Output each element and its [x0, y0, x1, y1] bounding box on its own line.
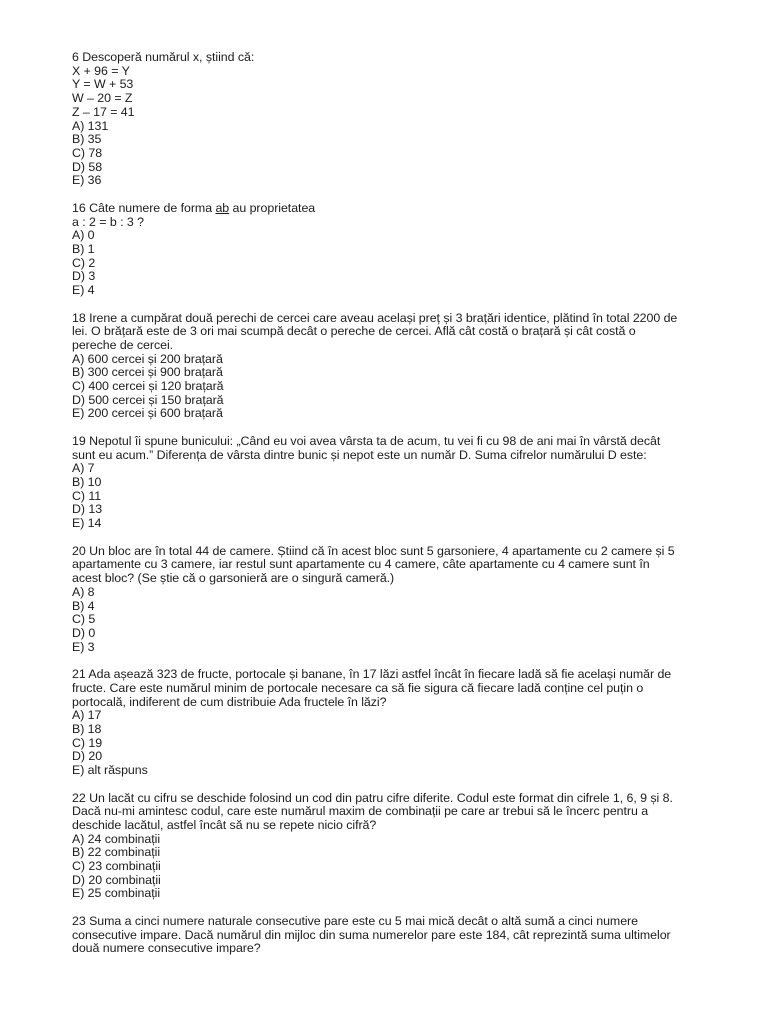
problem-statement-line: lei. O brățară este de 3 ori mai scumpă decât o pereche de cercei. Află cât costă o brațară și cât costă o — [72, 324, 636, 339]
equation-line: Y = W + 53 — [72, 77, 134, 92]
equation-line: W – 20 = Z — [72, 91, 133, 106]
answer-option: D) 500 cercei și 150 brațară — [72, 392, 224, 407]
answer-option: E) 200 cercei și 600 brațară — [72, 406, 223, 421]
equation-line: X + 96 = Y — [72, 63, 130, 78]
answer-option: C) 19 — [72, 735, 103, 750]
answer-option: C) 400 cercei și 120 brațară — [72, 379, 224, 394]
problem-statement-line: deschide lacătul, astfel încât să nu se repete nicio cifră? — [72, 817, 377, 832]
problem-22 — [72, 792, 728, 902]
problem-statement-line: acest bloc? (Se știe că o garsonieră are o singură cameră.) — [72, 571, 395, 586]
equation-line: a : 2 = b : 3 ? — [72, 214, 144, 229]
problem-20 — [72, 545, 728, 655]
problem-statement-line: 19 Nepotul îi spune bunicului: „Când eu voi avea vârsta ta de acum, tu vei fi cu 98 de ani mai în vârstă decât — [72, 433, 661, 448]
problem-statement-line: 23 Suma a cinci numere naturale consecutive pare este cu 5 mai mică decât o altă sumă a cinci numere — [72, 913, 638, 928]
answer-option: A) 7 — [72, 461, 95, 476]
problem-statement-line: 18 Irene a cumpărat două perechi de cercei care aveau același preț și 3 brațări identice, plătind în total 2200 de — [72, 310, 678, 325]
answer-option: E) 3 — [72, 639, 95, 654]
problem-statement-line: pereche de cercei. — [72, 337, 174, 352]
problem-6 — [72, 51, 728, 188]
problem-16 — [72, 202, 728, 298]
answer-option: B) 300 cercei și 900 brațară — [72, 365, 223, 380]
answer-option: A) 131 — [72, 118, 109, 133]
answer-option: B) 18 — [72, 721, 102, 736]
problem-statement-line: Dacă nu-mi amintesc codul, care este numărul maxim de combinații pe care ar trebui să le încerc pentru a — [72, 804, 649, 819]
answer-option: E) alt răspuns — [72, 763, 148, 778]
answer-option: A) 600 cercei și 200 brațară — [72, 351, 223, 366]
answer-option: D) 3 — [72, 269, 96, 284]
answer-option: B) 10 — [72, 475, 102, 490]
problem-statement-line: sunt eu acum.” Diferența de vârsta dintre bunic și nepot este un număr D. Suma cifrelor numărului D este: — [72, 447, 647, 462]
problem-statement-line: 21 Ada așează 323 de fructe, portocale și banane, în 17 lăzi astfel încât în fiecare ladă să fie același număr de — [72, 667, 672, 682]
answer-option: E) 36 — [72, 173, 102, 188]
answer-option: A) 8 — [72, 584, 95, 599]
answer-option: E) 14 — [72, 516, 102, 531]
answer-option: A) 17 — [72, 708, 102, 723]
answer-option: C) 2 — [72, 255, 96, 270]
statement-text: au proprietatea — [229, 200, 316, 215]
underlined-notation: ab — [215, 200, 230, 215]
problem-statement-line: consecutive impare. Dacă numărul din mijloc din suma numerelor pare este 184, cât reprezintă suma ultimelor — [72, 927, 671, 942]
problem-21 — [72, 668, 728, 778]
problem-statement-line: apartamente cu 3 camere, iar restul sunt apartamente cu 4 camere, câte apartamente cu 4 camere sunt în — [72, 557, 650, 572]
answer-option: B) 22 combinații — [72, 845, 161, 860]
problem-statement-line: portocală, indiferent de cum distribuie Ada fructele în lăzi? — [72, 694, 387, 709]
statement-text: 16 Câte numere de forma — [72, 200, 216, 215]
answer-option: C) 5 — [72, 612, 96, 627]
problem-statement-line — [72, 202, 728, 216]
problem-statement-line: fructe. Care este numărul minim de portocale necesare ca să fie sigura că fiecare ladă conține cel puțin o — [72, 680, 644, 695]
problem-19 — [72, 435, 728, 531]
problem-statement-line: 6 Descoperă numărul x, știind că: — [72, 50, 255, 64]
problem-statement-line: două numere consecutive impare? — [72, 941, 261, 956]
answer-option: D) 0 — [72, 625, 96, 640]
answer-option: D) 13 — [72, 502, 103, 517]
problem-statement-line: 20 Un bloc are în total 44 de camere. Știind că în acest bloc sunt 5 garsoniere, 4 apartamente cu 2 camere și 5 — [72, 543, 675, 558]
answer-option: B) 1 — [72, 241, 95, 256]
answer-option: B) 4 — [72, 598, 95, 613]
answer-option: E) 4 — [72, 283, 95, 298]
answer-option: A) 24 combinații — [72, 831, 161, 846]
answer-option: D) 20 — [72, 749, 103, 764]
answer-option: D) 20 combinații — [72, 872, 161, 887]
problem-23 — [72, 915, 728, 956]
equation-line: Z – 17 = 41 — [72, 104, 135, 119]
answer-option: B) 35 — [72, 132, 102, 147]
answer-option: E) 25 combinații — [72, 886, 161, 901]
answer-option: C) 78 — [72, 145, 103, 160]
answer-option: D) 58 — [72, 159, 103, 174]
answer-option: C) 11 — [72, 488, 102, 503]
problem-18 — [72, 312, 728, 422]
problem-statement-line: 22 Un lacăt cu cifru se deschide folosind un cod din patru cifre diferite. Codul este format din cifrele 1, 6, 9 și 8. — [72, 790, 673, 805]
answer-option: A) 0 — [72, 228, 95, 243]
answer-option: C) 23 combinații — [72, 859, 161, 874]
